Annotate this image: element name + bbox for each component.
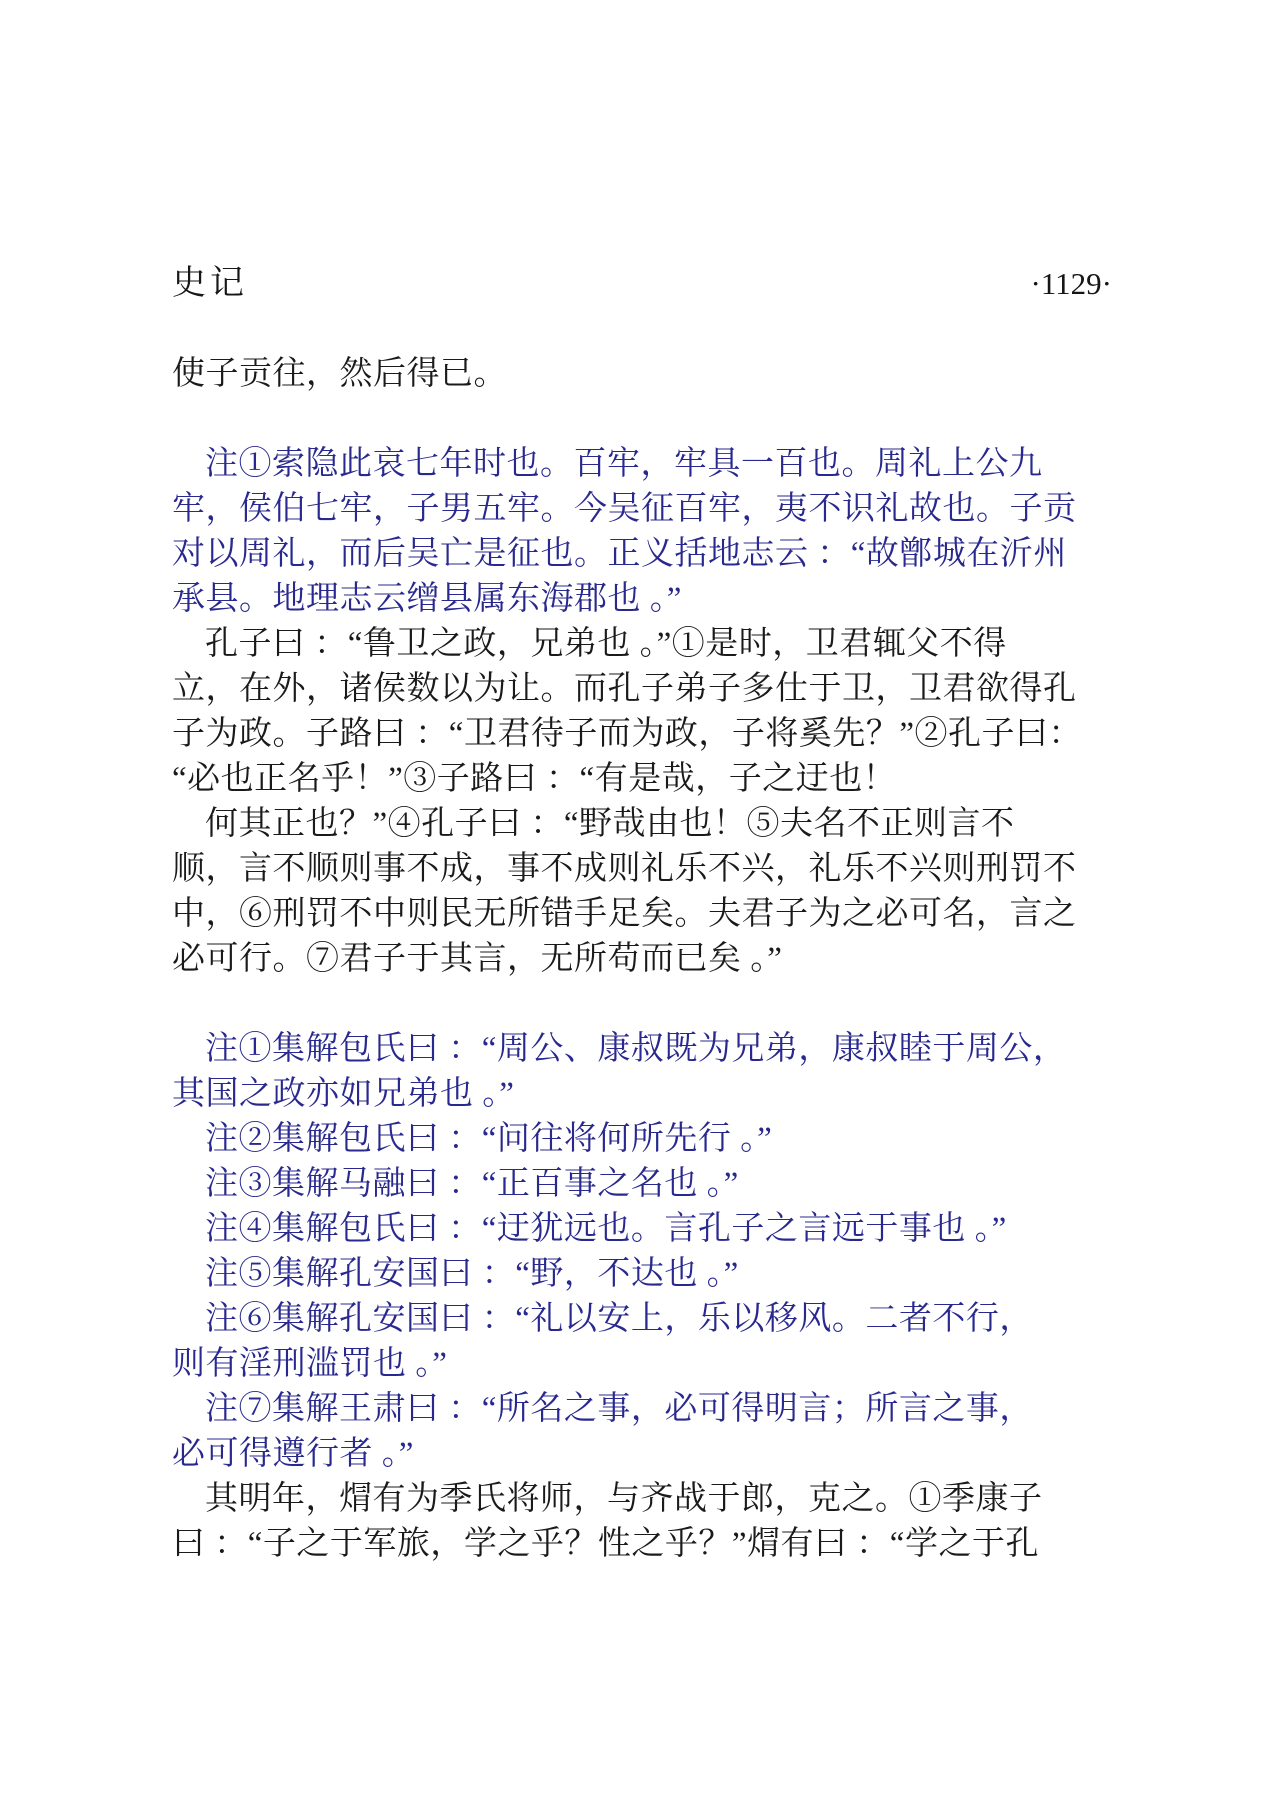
text-line: 其国之政亦如兄弟也 。” [172,1076,515,1112]
text-line: 注①集解包氏曰 ：“周公、康叔既为兄弟，康叔睦于周公， [205,1031,1067,1067]
annotation-paragraph [172,1117,1117,1162]
text-line: 注④集解包氏曰 ：“迂犹远也。言孔子之言远于事也 。” [205,1211,1007,1247]
page-header [172,264,1112,304]
main-text-paragraph [172,352,1117,397]
text-line: 必可行。⑦君子于其言，无所苟而已矣 。” [172,941,783,977]
text-line: 承县。地理志云缯县属东海郡也 。” [172,581,682,617]
annotation-paragraph [172,442,1117,622]
text-line: 注①索隐此哀七年时也。百牢，牢具一百也。周礼上公九 [205,446,1043,482]
text-line: 注③集解马融曰 ：“正百事之名也 。” [205,1166,739,1202]
main-text-paragraph [172,802,1117,982]
text-line: 立，在外，诸侯数以为让。而孔子弟子多仕于卫，卫君欲得孔 [172,671,1077,707]
text-line: 顺，言不顺则事不成，事不成则礼乐不兴，礼乐不兴则刑罚不 [172,851,1077,887]
annotation-paragraph [172,1207,1117,1252]
paragraph-gap [172,982,1117,1027]
annotation-paragraph [172,1297,1117,1387]
text-line: 对以周礼，而后吴亡是征也。正义括地志云 ：“故鄫城在沂州 [172,536,1067,572]
page-number: ·1129· [1030,266,1112,301]
annotation-paragraph [172,1387,1117,1477]
text-line: 使子贡往，然后得已。 [172,356,507,392]
text-line: 注⑦集解王肃曰 ：“所名之事，必可得明言；所言之事， [205,1391,1033,1427]
text-line: “必也正名乎！”③子路曰 ：“有是哉，子之迂也！ [172,761,897,797]
text-line: 必可得遵行者 。” [172,1436,414,1472]
text-line: 牢，侯伯七牢，子男五牢。今吴征百牢，夷不识礼故也。子贡 [172,491,1077,527]
text-line: 何其正也？”④孔子曰 ：“野哉由也！⑤夫名不正则言不 [205,806,1015,842]
text-line: 注⑤集解孔安国曰 ：“野，不达也 。” [205,1256,739,1292]
annotation-paragraph [172,1162,1117,1207]
text-line: 则有淫刑滥罚也 。” [172,1346,448,1382]
book-title: 史记 [172,265,248,302]
text-line: 曰 ：“子之于军旅，学之乎？性之乎？”焨有曰 ：“学之于孔 [172,1526,1039,1562]
annotation-paragraph [172,1252,1117,1297]
paragraph-gap [172,397,1117,442]
text-line: 其明年，焨有为季氏将师，与齐战于郎，克之。①季康子 [205,1481,1043,1517]
main-text-paragraph [172,622,1117,802]
text-line: 孔子曰 ：“鲁卫之政，兄弟也 。”①是时，卫君辄父不得 [205,626,1007,662]
text-line: 中，⑥刑罚不中则民无所错手足矣。夫君子为之必可名，言之 [172,896,1077,932]
text-line: 注⑥集解孔安国曰 ：“礼以安上，乐以移风。二者不行， [205,1301,1033,1337]
annotation-paragraph [172,1027,1117,1117]
text-line: 注②集解包氏曰 ：“问往将何所先行 。” [205,1121,773,1157]
text-line: 子为政。子路曰 ：“卫君待子而为政，子将奚先？”②孔子曰： [172,716,1083,752]
main-text-paragraph [172,1477,1117,1567]
page-body [172,352,1117,1567]
